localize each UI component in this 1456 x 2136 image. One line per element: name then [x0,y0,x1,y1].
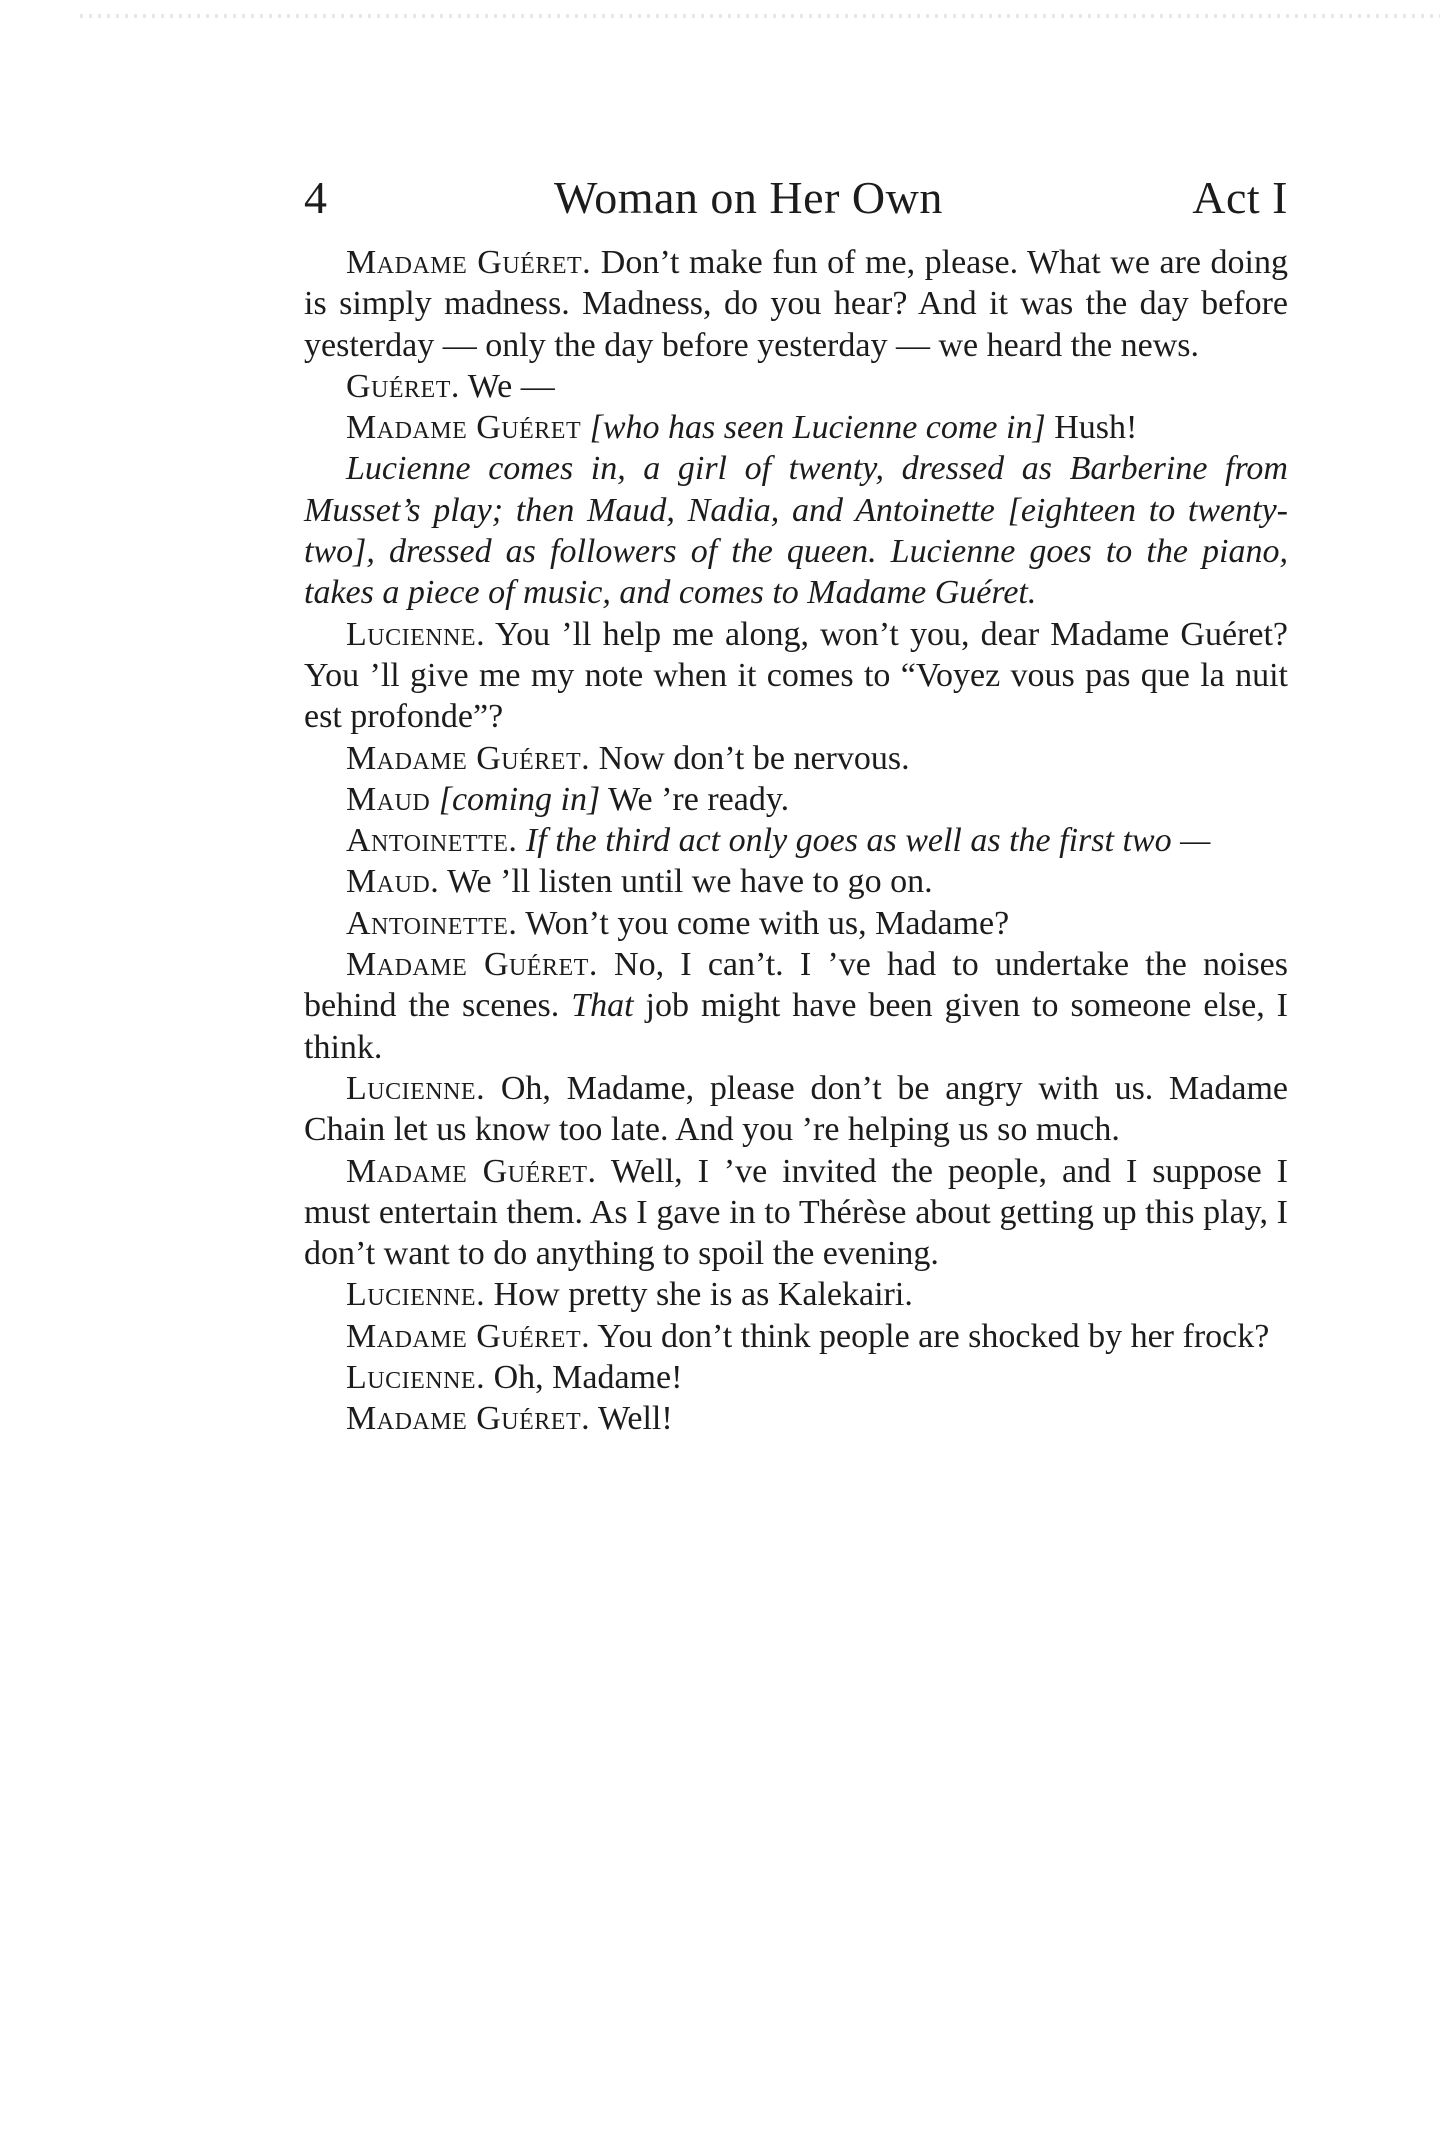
speech [304,242,1288,366]
speaker-name: Lucienne. [346,1359,486,1397]
dialogue-text: If the third act only goes as well as the first two — [517,822,1211,860]
dialogue-text: Hush! [1045,409,1138,447]
play-text [304,242,1288,1440]
dialogue-text: Don’t make fun of me, please. What we are doing is simply madness. Madness, do you hear? And it was the day before yesterday — only the day before yesterday — we heard the news. [304,244,1289,364]
scan-edge-artifact [80,14,1440,18]
speech [304,366,1288,407]
dialogue-text: How pretty she is as Kalekairi. [485,1276,913,1314]
speech [304,1357,1288,1398]
speaker-name: Madame Guéret. [346,244,592,281]
speaker-name: Lucienne. [346,615,486,653]
speaker-name: Guéret. [346,367,460,405]
speech [304,407,1288,448]
speech [304,1274,1288,1315]
speech [304,820,1288,861]
dialogue-text: You ’ll help me along, won’t you, dear Madame Guéret? You ’ll give me my note when it comes to “Voyez vous pas que la nuit est profonde”? [304,615,1288,736]
stage-direction-paragraph: Lucienne comes in, a girl of twenty, dressed as Barberine from Musset’s play; then Maud, Nadia, and Antoinette [eighteen to twenty-two], dressed as followers of the queen. Lucienne goes to the piano, takes a piece of music, and comes to Madame Guéret. [304,450,1288,612]
dialogue-text: Oh, Madame, please don’t be angry with us. Madame Chain let us know too late. And you ’re helping us so much. [304,1069,1288,1149]
running-title: Woman on Her Own [554,172,943,223]
speech [304,1316,1288,1357]
dialogue-text: We ’re ready. [600,780,790,818]
page-number: 4 [304,172,328,223]
speaker-name: Antoinette. [346,822,518,860]
speaker-name: Maud [346,780,431,818]
speaker-name: Lucienne. [346,1069,486,1107]
speaker-name: Madame Guéret. [346,739,591,777]
running-header [304,168,1288,228]
dialogue-text: We — [459,367,555,405]
stage-direction: [coming in] [430,780,601,818]
speech [304,614,1288,738]
dialogue-text: Well, I ’ve invited the people, and I suppose I must entertain them. As I gave in to Thérèse about getting up this play, I don’t want to do anything to spoil the evening. [304,1152,1288,1273]
emphasized-word: That [559,987,634,1025]
speech [304,944,1288,1068]
speaker-name: Lucienne. [346,1276,486,1314]
speech [304,738,1288,779]
speaker-name: Madame Guéret. [346,1152,597,1190]
speaker-name: Antoinette. [346,904,518,942]
speaker-name: Madame Guéret. [346,946,598,984]
act-label: Act I [1192,172,1288,223]
dialogue-text: job might have been given to someone else, I think. [304,987,1288,1066]
speech [304,903,1288,944]
dialogue-text: Well! [590,1400,673,1438]
speaker-name: Madame Guéret. [346,1400,591,1438]
speech [304,779,1288,820]
dialogue-text: You don’t think people are shocked by her frock? [590,1317,1270,1355]
book-page [304,168,1288,1440]
stage-direction: [who has seen Lucienne come in] [581,409,1046,447]
speaker-name: Madame Guéret. [346,1317,591,1355]
speaker-name: Madame Guéret [346,409,582,447]
dialogue-text: Oh, Madame! [485,1359,683,1397]
dialogue-text: Now don’t be nervous. [590,739,910,777]
speech [304,861,1288,902]
speech [304,1151,1288,1275]
speech [304,1398,1288,1439]
dialogue-text: No, I can’t. I ’ve had to undertake the noises behind the scenes. [304,946,1289,1025]
dialogue-text: We ’ll listen until we have to go on. [439,863,933,901]
speaker-name: Maud. [346,863,440,901]
speech [304,1068,1288,1151]
dialogue-text: Won’t you come with us, Madame? [517,904,1010,942]
